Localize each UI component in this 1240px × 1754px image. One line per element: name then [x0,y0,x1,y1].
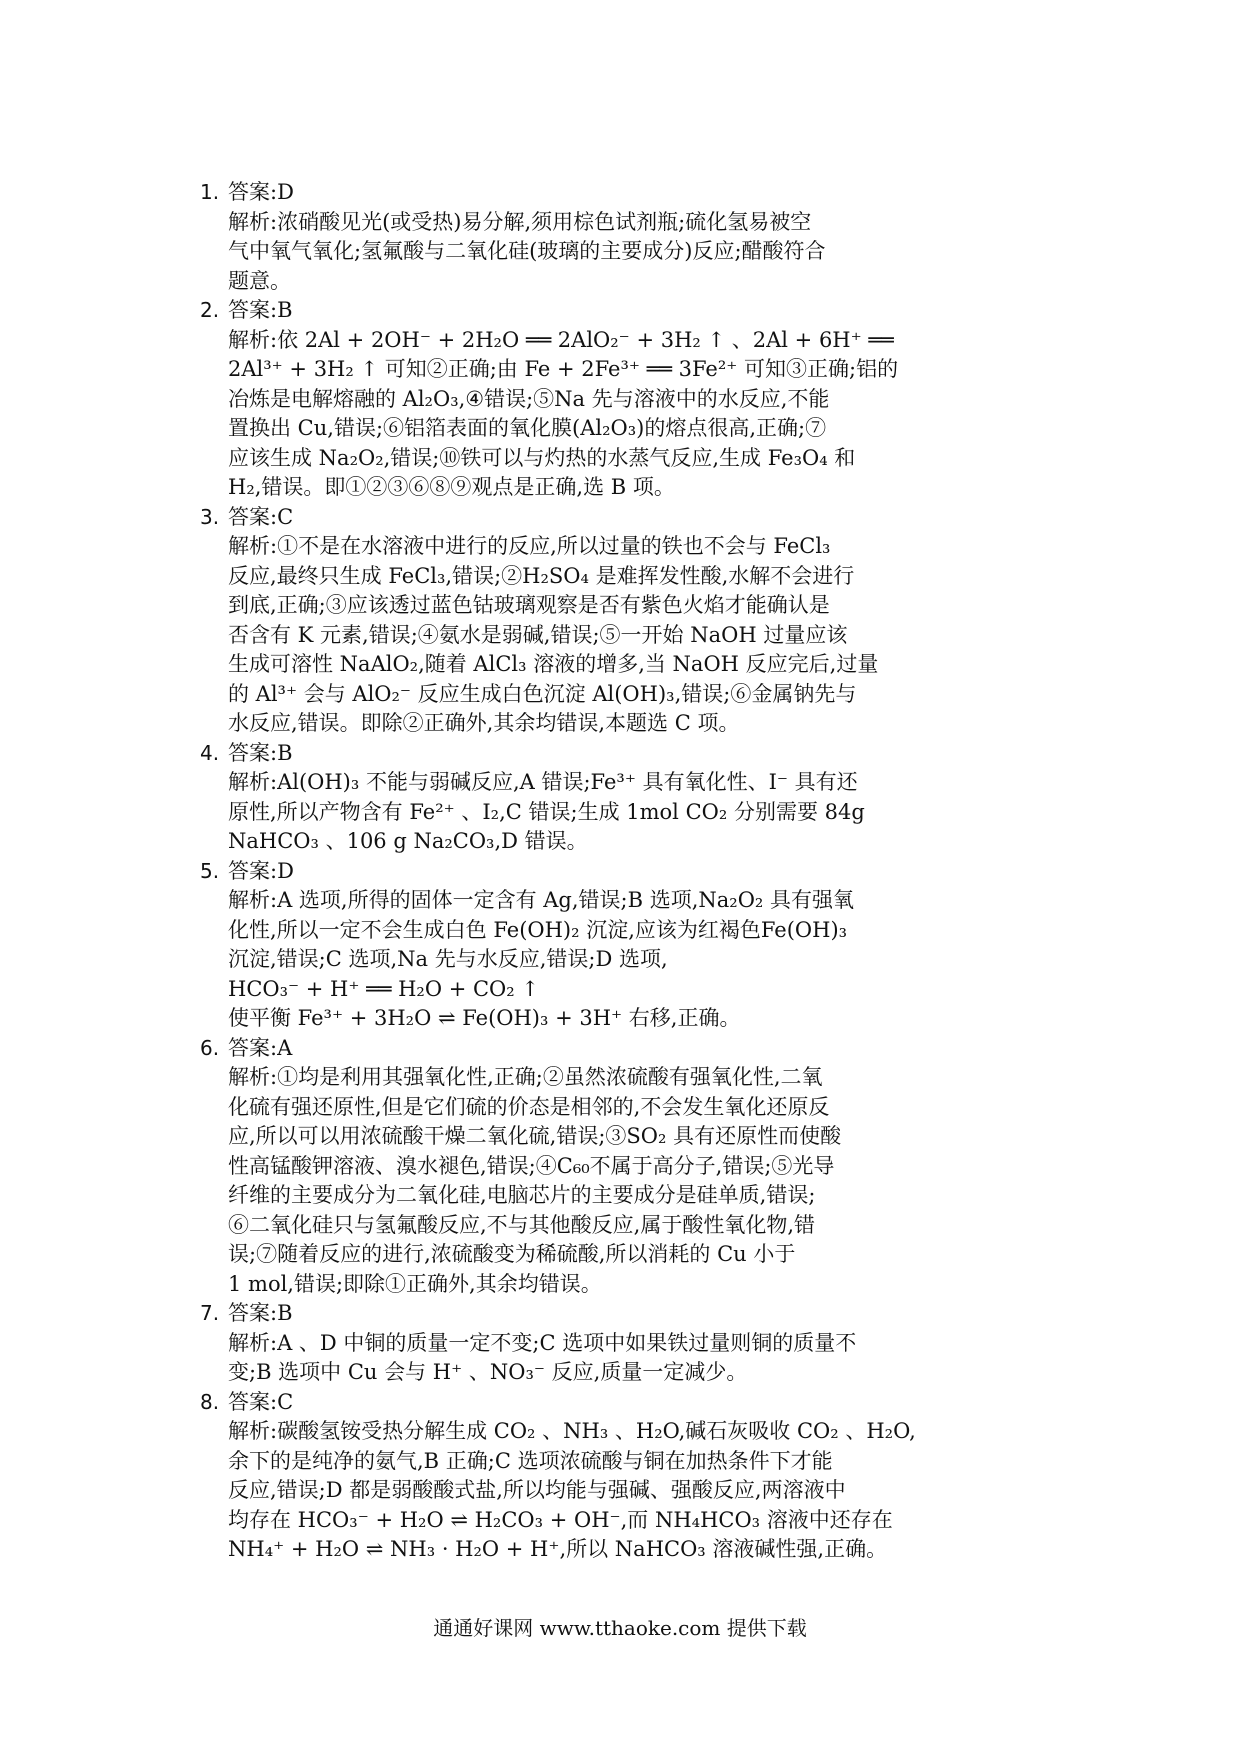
explanation-line: 纤维的主要成分为二氧化硅,电脑芯片的主要成分是硅单质,错误; [228,1183,816,1207]
answer-line [200,1388,1060,1418]
explanation-line: 化硫有强还原性,但是它们硫的价态是相邻的,不会发生氧化还原反 [228,1094,830,1119]
answer-line [200,739,1060,769]
answer-list [200,178,1060,1565]
explanation-line: NaHCO₃ 、106 g Na₂CO₃,D 错误。 [228,829,588,853]
explanation [200,768,1060,857]
explanation-line: 沉淀,错误;C 选项,Na 先与水反应,错误;D 选项, [228,947,668,971]
answer-item [200,1299,1060,1388]
explanation-line: 应,所以可以用浓硫酸干燥二氧化硫,错误;③SO₂ 具有还原性而使酸 [228,1124,842,1148]
explanation-line: 水反应,错误。即除②正确外,其余均错误,本题选 C 项。 [228,711,740,735]
explanation-line: 变;B 选项中 Cu 会与 H⁺ 、NO₃⁻ 反应,质量一定减少。 [228,1360,748,1384]
explanation-line: HCO₃⁻ + H⁺ ══ H₂O + CO₂ ↑ [228,976,539,1001]
answer-item [200,178,1060,296]
explanation-line: 解析:A 选项,所得的固体一定含有 Ag,错误;B 选项,Na₂O₂ 具有强氧 [228,888,855,912]
explanation-line: ⑥二氧化硅只与氢氟酸反应,不与其他酸反应,属于酸性氧化物,错 [228,1212,816,1237]
explanation-line: 解析:①均是利用其强氧化性,正确;②虽然浓硫酸有强氧化性,二氧 [228,1065,823,1089]
question-number: 3. [200,504,220,529]
question-number: 7. [200,1301,220,1325]
explanation-line: 题意。 [228,268,291,293]
question-number: 1. [200,180,220,204]
explanation-line: 使平衡 Fe³⁺ + 3H₂O ⇌ Fe(OH)₃ + 3H⁺ 右移,正确。 [228,1006,741,1030]
question-number: 6. [200,1035,220,1060]
explanation-line: 均存在 HCO₃⁻ + H₂O ⇌ H₂CO₃ + OH⁻,而 NH₄HCO₃ 溶液中还存在 [228,1507,893,1532]
explanation-line: 解析:Al(OH)₃ 不能与弱碱反应,A 错误;Fe³⁺ 具有氧化性、I⁻ 具有还 [228,770,858,794]
footer-source-note: 通通好课网 www.tthaoke.com 提供下载 [433,1616,807,1640]
explanation [200,532,1060,739]
explanation-line: 化性,所以一定不会生成白色 Fe(OH)₂ 沉淀,应该为红褐色Fe(OH)₃ [228,917,848,942]
answer-line [200,857,1060,887]
answer-text: 答案:B [228,1301,293,1325]
explanation [200,1063,1060,1299]
explanation-line: 解析:①不是在水溶液中进行的反应,所以过量的铁也不会与 FeCl₃ [228,534,831,558]
answer-line [200,296,1060,326]
explanation-line: 解析:碳酸氢铵受热分解生成 CO₂ 、NH₃ 、H₂O,碱石灰吸收 CO₂ 、H₂O, [228,1419,916,1443]
explanation-line: 1 mol,错误;即除①正确外,其余均错误。 [228,1271,602,1296]
answer-item [200,857,1060,1034]
explanation-line: 误;⑦随着反应的进行,浓硫酸变为稀硫酸,所以消耗的 Cu 小于 [228,1242,796,1266]
answer-text: 答案:B [228,298,293,322]
answer-item [200,1034,1060,1300]
answer-text: 答案:B [228,740,293,765]
explanation-line: NH₄⁺ + H₂O ⇌ NH₃ · H₂O + H⁺,所以 NaHCO₃ 溶液碱性强,正确。 [228,1537,888,1561]
explanation-line: 2Al³⁺ + 3H₂ ↑ 可知②正确;由 Fe + 2Fe³⁺ ══ 3Fe²⁺ 可知③正确;铝的 [228,357,899,381]
answer-line [200,178,1060,208]
explanation [200,886,1060,1034]
explanation-line: 冶炼是电解熔融的 Al₂O₃,④错误;⑤Na 先与溶液中的水反应,不能 [228,386,830,411]
explanation [200,1417,1060,1565]
explanation-line: 气中氧气氧化;氢氟酸与二氧化硅(玻璃的主要成分)反应;醋酸符合 [228,239,826,263]
answer-item [200,296,1060,503]
answer-item [200,503,1060,739]
explanation [200,326,1060,503]
answer-text: 答案:D [228,858,294,883]
explanation-line: 否含有 K 元素,错误;④氨水是弱碱,错误;⑤一开始 NaOH 过量应该 [228,622,848,647]
explanation-line: 解析:A 、D 中铜的质量一定不变;C 选项中如果铁过量则铜的质量不 [228,1330,857,1355]
question-number: 2. [200,298,220,322]
answer-item [200,739,1060,857]
answer-item [200,1388,1060,1565]
explanation-line: 反应,错误;D 都是弱酸酸式盐,所以均能与强碱、强酸反应,两溶液中 [228,1478,846,1502]
answer-text: 答案:C [228,504,294,529]
explanation-line: 应该生成 Na₂O₂,错误;⑩铁可以与灼热的水蒸气反应,生成 Fe₃O₄ 和 [228,445,856,470]
answer-line [200,1034,1060,1064]
answer-text: 答案:C [228,1389,294,1414]
answer-line [200,1299,1060,1329]
explanation-line: 解析:浓硝酸见光(或受热)易分解,须用棕色试剂瓶;硫化氢易被空 [228,209,812,234]
explanation [200,1329,1060,1388]
explanation-line: 解析:依 2Al + 2OH⁻ + 2H₂O ══ 2AlO₂⁻ + 3H₂ ↑ 、2Al + 6H⁺ ══ [228,327,894,352]
explanation-line: 余下的是纯净的氨气,B 正确;C 选项浓硫酸与铜在加热条件下才能 [228,1448,833,1473]
explanation-line: 到底,正确;③应该透过蓝色钴玻璃观察是否有紫色火焰才能确认是 [228,593,830,617]
explanation-line: H₂,错误。即①②③⑥⑧⑨观点是正确,选 B 项。 [228,475,675,499]
explanation-line: 置换出 Cu,错误;⑥铝箔表面的氧化膜(Al₂O₃)的熔点很高,正确;⑦ [228,416,827,440]
explanation-line: 原性,所以产物含有 Fe²⁺ 、I₂,C 错误;生成 1mol CO₂ 分别需要 84g [228,799,865,824]
question-number: 5. [200,858,220,883]
question-number: 8. [200,1389,220,1414]
answer-text: 答案:D [228,180,294,204]
explanation [200,208,1060,297]
explanation-line: 的 Al³⁺ 会与 AlO₂⁻ 反应生成白色沉淀 Al(OH)₃,错误;⑥金属钠先与 [228,681,857,706]
answer-text: 答案:A [228,1035,293,1060]
explanation-line: 生成可溶性 NaAlO₂,随着 AlCl₃ 溶液的增多,当 NaOH 反应完后,过量 [228,652,879,676]
answer-line [200,503,1060,533]
explanation-line: 性高锰酸钾溶液、溴水褪色,错误;④C₆₀不属于高分子,错误;⑤光导 [228,1153,835,1178]
explanation-line: 反应,最终只生成 FeCl₃,错误;②H₂SO₄ 是难挥发性酸,水解不会进行 [228,563,855,588]
question-number: 4. [200,740,220,765]
